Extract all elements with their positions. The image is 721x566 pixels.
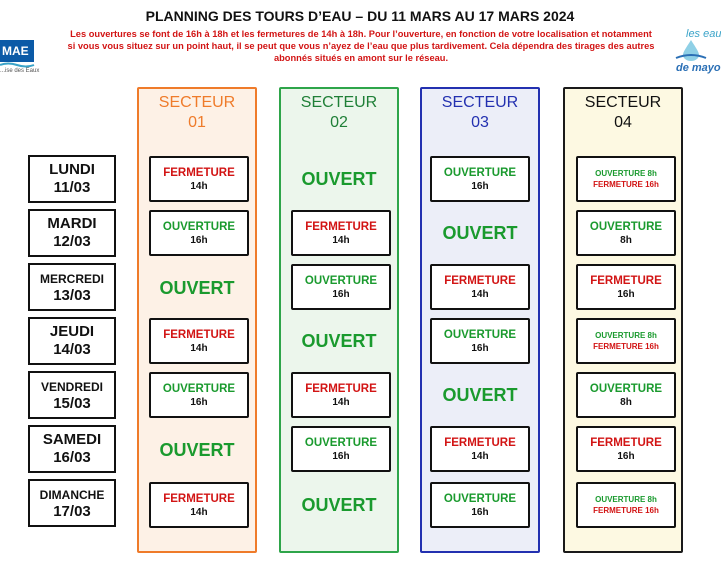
s3-samedi-cell: FERMETURE 14h [430, 426, 530, 472]
water-drop-icon [674, 38, 708, 62]
s3-dimanche-cell: OUVERTURE 16h [430, 482, 530, 528]
s2-mercredi-cell: OUVERTURE 16h [291, 264, 391, 310]
s1-mercredi-ouvert: OUVERT [159, 278, 235, 298]
s2-dimanche-ouvert: OUVERT [301, 495, 377, 515]
sector-02-column [279, 87, 399, 553]
s4-lundi-cell: OUVERTURE 8h FERMETURE 16h [576, 156, 676, 202]
sector-01-title: SECTEUR 01 [158, 94, 236, 131]
logo-right-top-text: les eau [686, 28, 721, 40]
sector-04-title: SECTEUR 04 [584, 94, 662, 131]
s3-mercredi-cell: FERMETURE 14h [430, 264, 530, 310]
day-label-lundi: LUNDI 11/03 [28, 155, 116, 203]
s2-lundi-ouvert: OUVERT [301, 169, 377, 189]
mae-logo-subtitle: ...ise des Eaux [0, 68, 40, 74]
day-label-mercredi: MERCREDI 13/03 [28, 263, 116, 311]
s4-mardi-cell: OUVERTURE 8h [576, 210, 676, 256]
s4-dimanche-cell: OUVERTURE 8h FERMETURE 16h [576, 482, 676, 528]
notice-text: Les ouvertures se font de 16h à 18h et les fermetures de 14h à 18h. Pour l’ouverture, en fonction de votre localisation et notamment si vous vous situez sur un point haut, il se peut que vous n’ayez de l’eau que plus tardivement. Cela dépendra des tirages des autres abonnés situés en amont sur le réseau. [67, 29, 655, 63]
s1-vendredi-cell: OUVERTURE 16h [149, 372, 249, 418]
s4-mercredi-cell: FERMETURE 16h [576, 264, 676, 310]
day-label-vendredi: VENDREDI 15/03 [28, 371, 116, 419]
s2-vendredi-cell: FERMETURE 14h [291, 372, 391, 418]
s2-jeudi-ouvert: OUVERT [301, 331, 377, 351]
day-label-dimanche: DIMANCHE 17/03 [28, 479, 116, 527]
s2-samedi-cell: OUVERTURE 16h [291, 426, 391, 472]
mae-logo [0, 22, 52, 82]
logo-right-bottom-text: de mayo [676, 62, 721, 74]
s3-vendredi-ouvert: OUVERT [442, 385, 518, 405]
s1-jeudi-cell: FERMETURE 14h [149, 318, 249, 364]
s3-mardi-ouvert: OUVERT [442, 223, 518, 243]
s1-lundi-cell: FERMETURE 14h [149, 156, 249, 202]
day-label-mardi: MARDI 12/03 [28, 209, 116, 257]
sector-03-title: SECTEUR 03 [441, 94, 519, 131]
day-label-jeudi: JEUDI 14/03 [28, 317, 116, 365]
s2-mardi-cell: FERMETURE 14h [291, 210, 391, 256]
s1-mardi-cell: OUVERTURE 16h [149, 210, 249, 256]
page-title: PLANNING DES TOURS D’EAU – DU 11 MARS AU 17 MARS 2024 [145, 8, 575, 24]
mae-logo-text: MAE [0, 40, 34, 62]
sector-02-title: SECTEUR 02 [300, 94, 378, 131]
s1-samedi-ouvert: OUVERT [159, 440, 235, 460]
s4-samedi-cell: FERMETURE 16h [576, 426, 676, 472]
s3-lundi-cell: OUVERTURE 16h [430, 156, 530, 202]
s3-jeudi-cell: OUVERTURE 16h [430, 318, 530, 364]
day-label-samedi: SAMEDI 16/03 [28, 425, 116, 473]
s1-dimanche-cell: FERMETURE 14h [149, 482, 249, 528]
s4-jeudi-cell: OUVERTURE 8h FERMETURE 16h [576, 318, 676, 364]
s4-vendredi-cell: OUVERTURE 8h [576, 372, 676, 418]
les-eaux-de-mayotte-logo [672, 24, 721, 84]
